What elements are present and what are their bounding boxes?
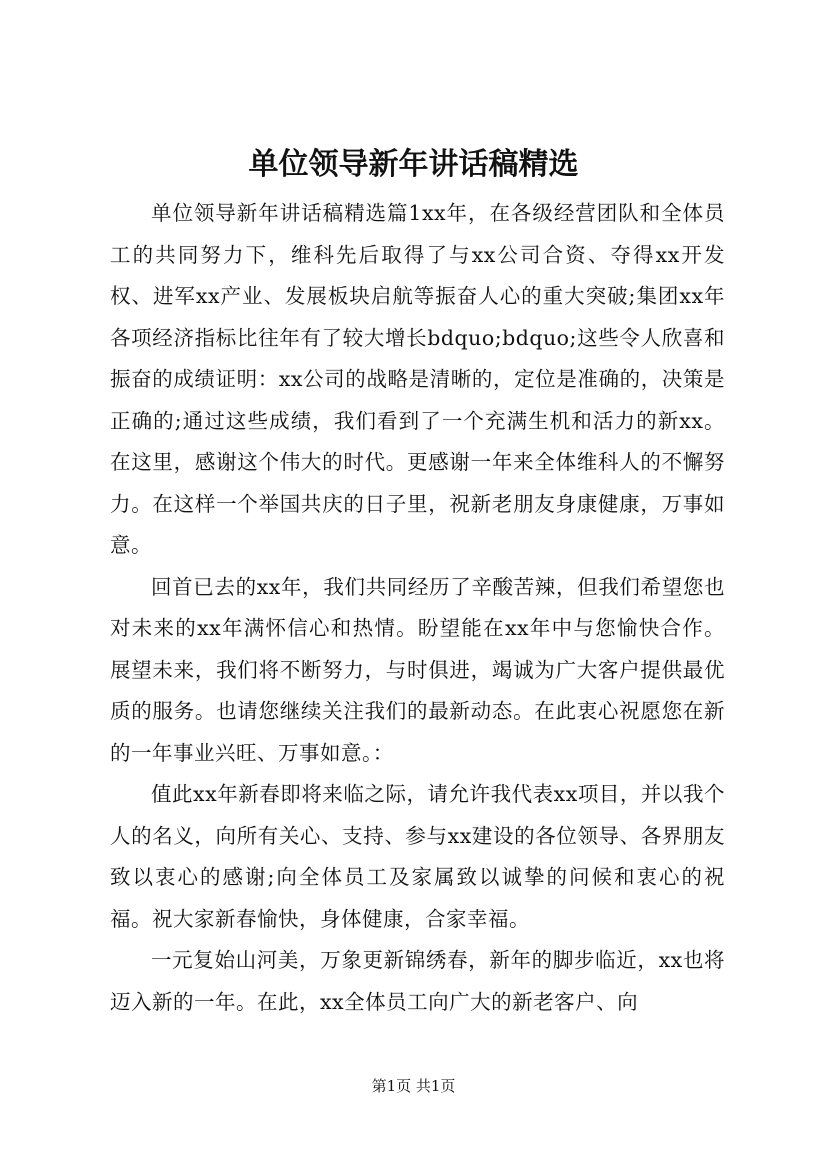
document-body (110, 193, 725, 1023)
body-paragraph: 一元复始山河美，万象更新锦绣春，新年的脚步临近，xx也将迈入新的一年。在此，xx全体员工向广大的新老客户、向 (110, 948, 725, 1014)
document-title: 单位领导新年讲话稿精选 (248, 147, 579, 182)
body-paragraph: 单位领导新年讲话稿精选篇1xx年，在各级经营团队和全体员工的共同努力下，维科先后取得了与xx公司合资、夺得xx开发权、进军xx产业、发展板块启航等振奋人心的重大突破;集团xx年各项经济指标比往年有了较大增长bdquo;bdquo;这些令人欣喜和振奋的成绩证明：xx公司的战略是清晰的，定位是准确的，决策是正确的;通过这些成绩，我们看到了一个充满生机和活力的新xx。在这里，感谢这个伟大的时代。更感谢一年来全体维科人的不懈努力。在这样一个举国共庆的日子里，祝新老朋友身康健康，万事如意。 (110, 201, 725, 557)
body-paragraph: 值此xx年新春即将来临之际，请允许我代表xx项目，并以我个人的名义，向所有关心、支持、参与xx建设的各位领导、各界朋友致以衷心的感谢;向全体员工及家属致以诚挚的问候和衷心的祝福。祝大家新春愉快，身体健康，合家幸福。 (110, 782, 725, 931)
page-footer: 第1页 共1页 (371, 1077, 456, 1095)
body-paragraph: 回首已去的xx年，我们共同经历了辛酸苦辣，但我们希望您也对未来的xx年满怀信心和热情。盼望能在xx年中与您愉快合作。展望未来，我们将不断努力，与时俱进，竭诚为广大客户提供最优质的服务。也请您继续关注我们的最新动态。在此衷心祝愿您在新的一年事业兴旺、万事如意。： (110, 574, 725, 765)
